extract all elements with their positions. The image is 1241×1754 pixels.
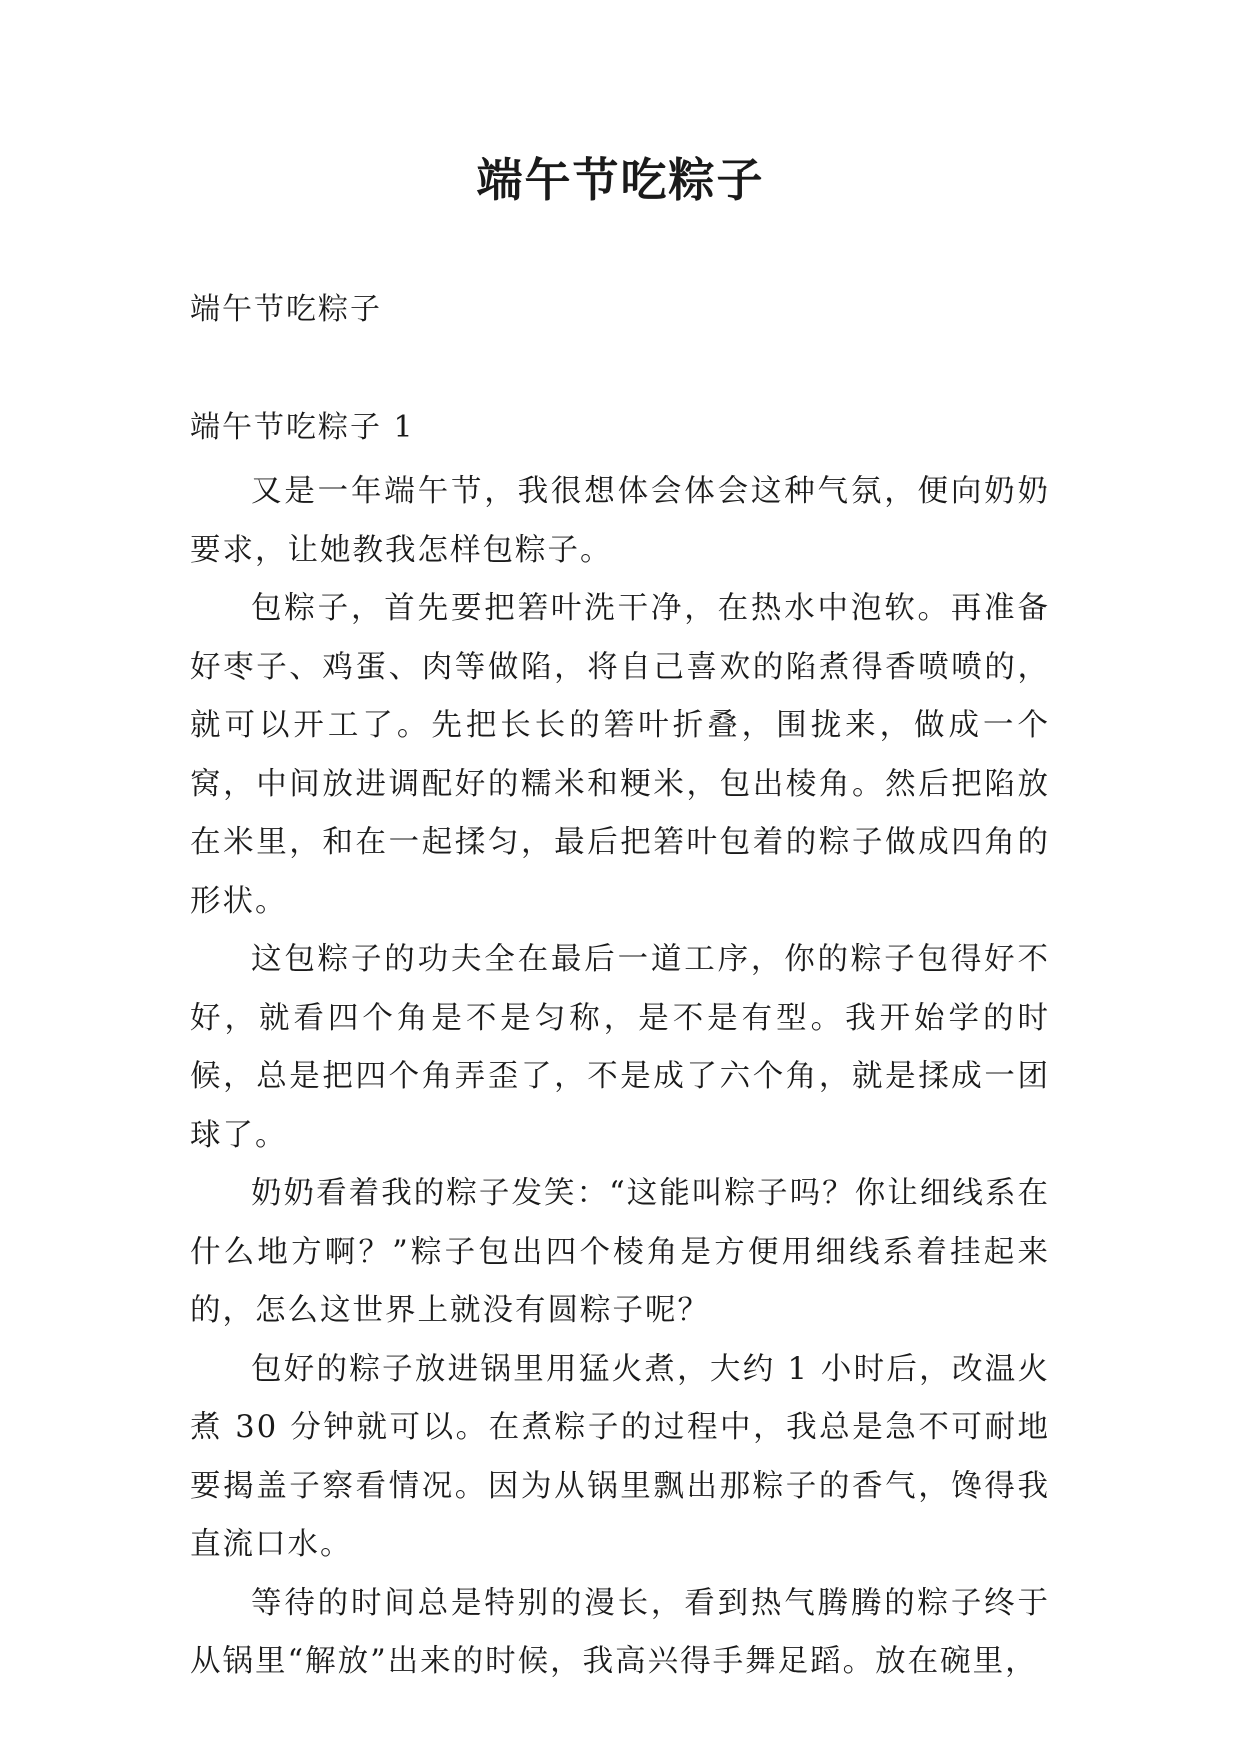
section-heading: 端午节吃粽子 1 [190,410,415,445]
paragraph-2: 包粽子，首先要把箬叶洗干净，在热水中泡软。再准备好枣子、鸡蛋、肉等做陷，将自己喜欢的陷煮得香喷喷的，就可以开工了。先把长长的箬叶折叠，围拢来，做成一个窝，中间放进调配好的糯米和粳米，包出棱角。然后把陷放在米里，和在一起揉匀，最后把箬叶包着的粽子做成四角的形状。 [190,591,1050,919]
paragraph-3: 这包粽子的功夫全在最后一道工序，你的粽子包得好不好，就看四个角是不是匀称，是不是有型。我开始学的时候，总是把四个角弄歪了，不是成了六个角，就是揉成一团球了。 [190,942,1050,1153]
body-text [190,463,1050,1692]
paragraph-6: 等待的时间总是特别的漫长，看到热气腾腾的粽子终于从锅里“解放”出来的时候，我高兴得手舞足蹈。放在碗里， [190,1585,1050,1679]
paragraph-1: 又是一年端午节，我很想体会体会这种气氛，便向奶奶要求，让她教我怎样包粽子。 [190,474,1050,568]
paragraph-4: 奶奶看着我的粽子发笑：“这能叫粽子吗？你让细线系在什么地方啊？”粽子包出四个棱角是方便用细线系着挂起来的，怎么这世界上就没有圆粽子呢？ [190,1176,1050,1328]
document-subtitle: 端午节吃粽子 [190,292,382,327]
document-title: 端午节吃粽子 [476,153,765,207]
paragraph-5: 包好的粽子放进锅里用猛火煮，大约 1 小时后，改温火煮 30 分钟就可以。在煮粽子的过程中，我总是急不可耐地要揭盖子察看情况。因为从锅里飘出那粽子的香气，馋得我直流口水。 [190,1351,1050,1562]
